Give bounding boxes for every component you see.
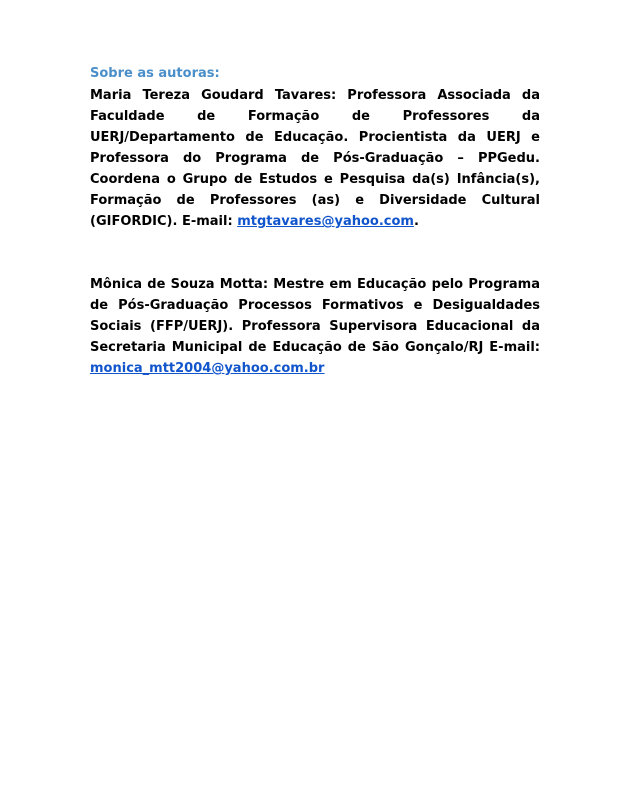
author-bio-1 (90, 85, 540, 232)
section-heading: Sobre as autoras: (90, 66, 220, 81)
document-page (90, 64, 540, 379)
author-bio-2-text: Mônica de Souza Motta: Mestre em Educação pelo Programa de Pós-Graduação Processos Formativos e Desigualdades Sociais (FFP/UERJ). Professora Supervisora Educacional da Secretaria Municipal de Educação de São Gonçalo/RJ E-mail: (90, 277, 540, 355)
author-2-email-link[interactable]: monica_mtt2004@yahoo.com.br (90, 361, 325, 376)
author-1-email-link[interactable]: mtgtavares@yahoo.com (237, 214, 414, 229)
author-bio-1-text: Maria Tereza Goudard Tavares: Professora Associada da Faculdade de Formação de Professores da UERJ/Departamento de Educação. Procientista da UERJ e Professora do Programa de Pós-Graduação – PPGedu. Coordena o Grupo de Estudos e Pesquisa da(s) Infância(s), Formação de Professores (as) e Diversidade Cultural (GIFORDIC). E-mail: (90, 88, 540, 229)
author-bio-2 (90, 274, 540, 379)
author-bio-1-after: . (413, 214, 419, 229)
